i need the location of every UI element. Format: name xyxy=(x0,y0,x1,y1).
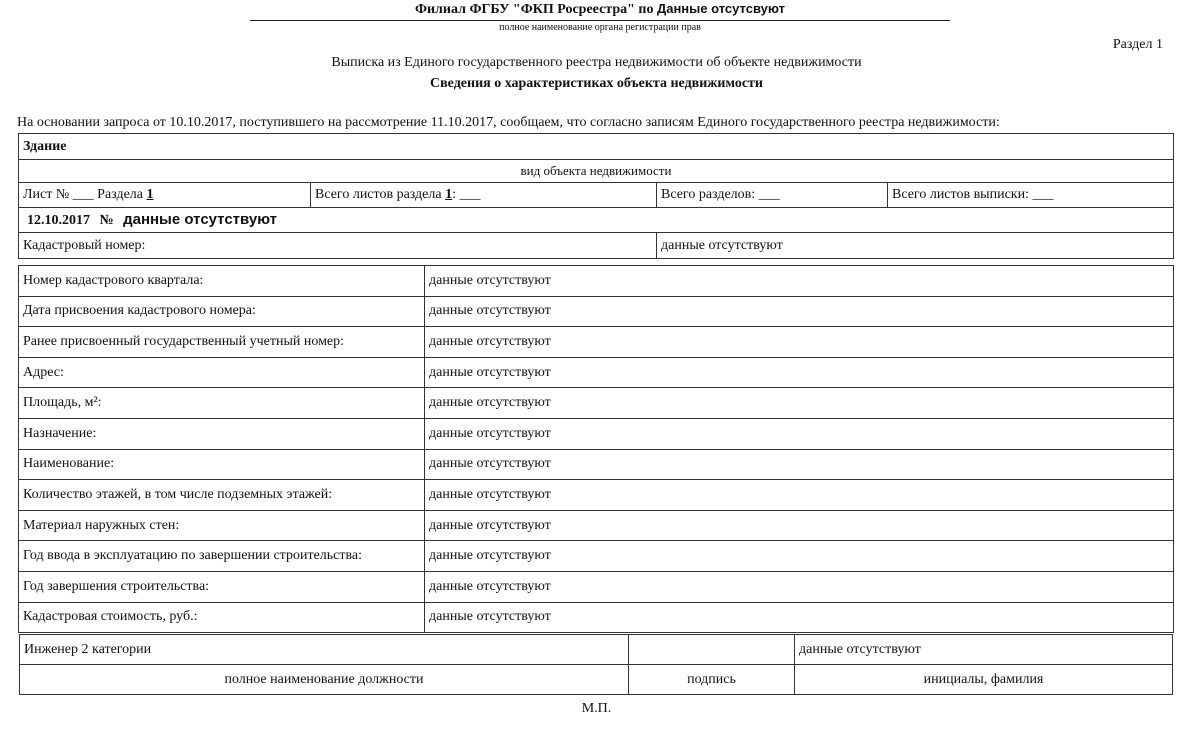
branch-caption: полное наименование органа регистрации прав xyxy=(499,22,701,33)
field-label: Год ввода в эксплуатацию по завершении строительства: xyxy=(19,541,425,572)
field-label: Площадь, м²: xyxy=(19,388,425,419)
field-value: данные отсутствуют xyxy=(425,449,1174,480)
field-value: данные отсутствуют xyxy=(425,480,1174,511)
field-label: Дата присвоения кадастрового номера: xyxy=(19,296,425,327)
field-value: данные отсутствуют xyxy=(425,510,1174,541)
field-label: Наименование: xyxy=(19,449,425,480)
signature-field xyxy=(629,635,795,665)
signature-caption: подпись xyxy=(629,665,795,695)
official-name: данные отсутствуют xyxy=(795,635,1173,665)
branch-region: Данные отсутсвуют xyxy=(656,1,786,16)
table-row xyxy=(19,571,1174,602)
field-value: данные отсутствуют xyxy=(425,296,1174,327)
number-sign: № xyxy=(99,213,114,228)
sheet-section-no: 1 xyxy=(146,187,154,202)
total-sheets-value: 1 xyxy=(445,187,453,202)
total-extract-sheets: Всего листов выписки: ___ xyxy=(888,183,1174,208)
field-value: данные отсутствуют xyxy=(425,327,1174,358)
object-type-caption: вид объекта недвижимости xyxy=(19,160,1174,183)
table-row xyxy=(19,418,1174,449)
field-label: Номер кадастрового квартала: xyxy=(19,266,425,297)
document-subtitle: Сведения о характеристиках объекта недвижимости xyxy=(430,76,763,91)
table-row xyxy=(19,510,1174,541)
field-label: Количество этажей, в том числе подземных этажей: xyxy=(19,480,425,511)
branch-name xyxy=(0,1,1200,18)
table-row xyxy=(19,327,1174,358)
field-label: Адрес: xyxy=(19,357,425,388)
table-row xyxy=(19,541,1174,572)
field-label: Материал наружных стен: xyxy=(19,510,425,541)
document-title: Выписка из Единого государственного реестра недвижимости об объекте недвижимости xyxy=(331,55,862,70)
characteristics-table xyxy=(18,265,1174,633)
basis-text: На основании запроса от 10.10.2017, поступившего на рассмотрение 11.10.2017, сообщаем, что согласно записям Единого государственного реестра недвижимости: xyxy=(17,115,1000,130)
total-sheets-label: Всего листов раздела xyxy=(315,187,442,202)
field-value: данные отсутствуют xyxy=(425,266,1174,297)
branch-underline xyxy=(250,20,950,21)
table-row xyxy=(19,480,1174,511)
total-sheets-cell xyxy=(311,183,657,208)
field-value: данные отсутствуют xyxy=(425,541,1174,572)
seal-placeholder: М.П. xyxy=(581,701,612,716)
section-number: Раздел 1 xyxy=(1112,37,1163,52)
field-label: Год завершения строительства: xyxy=(19,571,425,602)
extract-number: данные отсутствуют xyxy=(123,211,277,228)
branch-prefix: Филиал ФГБУ "ФКП Росреестра" по xyxy=(414,2,654,17)
official-position: Инженер 2 категории xyxy=(20,635,629,665)
total-sections: Всего разделов: ___ xyxy=(657,183,888,208)
field-value: данные отсутствуют xyxy=(425,418,1174,449)
table-row xyxy=(19,296,1174,327)
field-label: Ранее присвоенный государственный учетный номер: xyxy=(19,327,425,358)
cadastral-number-value: данные отсутствуют xyxy=(657,233,1174,259)
table-row xyxy=(19,388,1174,419)
sheet-number-cell xyxy=(19,183,311,208)
table-row xyxy=(19,266,1174,297)
field-label: Назначение: xyxy=(19,418,425,449)
sheet-label: Лист № ___ Раздела xyxy=(23,187,143,202)
name-caption: инициалы, фамилия xyxy=(795,665,1173,695)
field-value: данные отсутствуют xyxy=(425,357,1174,388)
extract-date: 12.10.2017 xyxy=(27,213,90,228)
table-row xyxy=(19,357,1174,388)
position-caption: полное наименование должности xyxy=(20,665,629,695)
field-value: данные отсутствуют xyxy=(425,388,1174,419)
object-type: Здание xyxy=(19,134,1174,160)
field-value: данные отсутствуют xyxy=(425,602,1174,633)
extract-date-number xyxy=(19,208,1174,233)
cadastral-number-label: Кадастровый номер: xyxy=(19,233,657,259)
signature-table xyxy=(19,634,1173,695)
object-header-table xyxy=(18,133,1174,259)
table-row xyxy=(19,602,1174,633)
field-value: данные отсутствуют xyxy=(425,571,1174,602)
total-sheets-suffix: : ___ xyxy=(452,187,481,202)
table-row xyxy=(19,449,1174,480)
field-label: Кадастровая стоимость, руб.: xyxy=(19,602,425,633)
